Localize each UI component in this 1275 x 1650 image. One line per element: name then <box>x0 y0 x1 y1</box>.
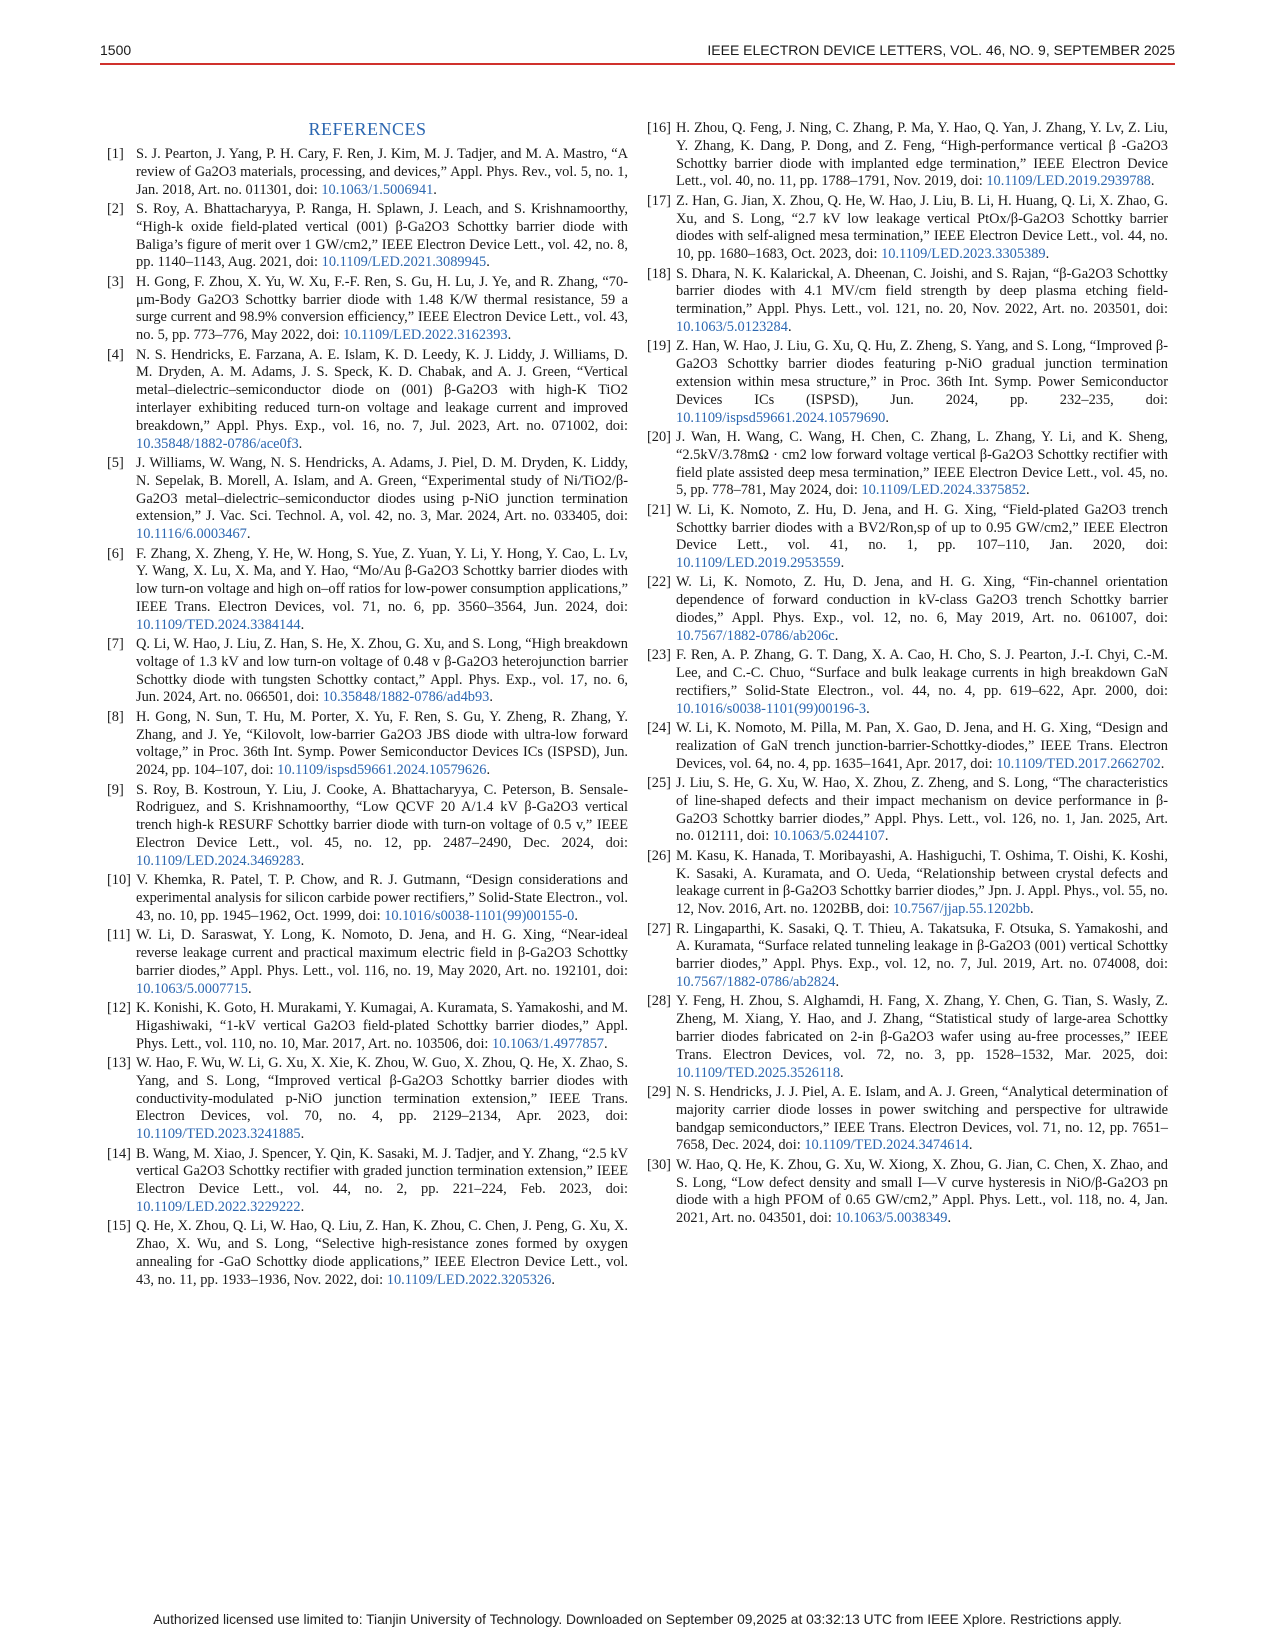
reference-item <box>107 455 628 544</box>
reference-item <box>647 647 1168 718</box>
reference-tail: . <box>947 1210 952 1227</box>
reference-item <box>647 1157 1168 1228</box>
doi-link[interactable]: 10.1109/LED.2023.3305389 <box>881 246 1046 263</box>
reference-tail: . <box>300 1126 305 1143</box>
reference-item <box>107 1146 628 1217</box>
reference-tail: . <box>486 762 491 779</box>
reference-number: [19] <box>647 338 671 355</box>
reference-item <box>107 201 628 272</box>
reference-text: B. Wang, M. Xiao, J. Spencer, Y. Qin, K. Sasaki, M. J. Tadjer, and Y. Zhang, “2.5 kV vertical Ga2O3 Schottky rectifier with graded junction termination extension,” IEEE Electron Device Lett., vol. 44, no. 2, pp. 221–224, Feb. 2023, doi: <box>136 1145 628 1198</box>
reference-number: [26] <box>647 847 671 864</box>
reference-item <box>107 546 628 635</box>
reference-number: [25] <box>647 775 671 792</box>
reference-tail: . <box>486 254 490 271</box>
reference-text: R. Lingaparthi, K. Sasaki, Q. T. Thieu, A. Takatsuka, F. Otsuka, S. Yamakoshi, and A. Kuramata, “Surface related tunneling leakage in β-Ga2O3 (001) vertical Schottky barrier diodes,” Appl. Phys. Exp., vol. 12, no. 7, Jul. 2019, Art. no. 074008, doi: <box>676 920 1168 973</box>
reference-text: K. Konishi, K. Goto, H. Murakami, Y. Kumagai, A. Kuramata, S. Yamakoshi, and M. Higashiwaki, “1-kV vertical Ga2O3 field-plated Schottky barrier diodes,” Appl. Phys. Lett., vol. 110, no. 10, Mar. 2017, Art. no. 103506, doi: <box>136 999 628 1052</box>
reference-tail: . <box>300 852 305 869</box>
reference-text: W. Li, K. Nomoto, M. Pilla, M. Pan, X. Gao, D. Jena, and H. G. Xing, “Design and realization of GaN trench junction-barrier-Schottky-diodes,” IEEE Trans. Electron Devices, vol. 64, no. 4, pp. 1635–1641, Apr. 2017, doi: <box>676 720 1168 772</box>
reference-item <box>647 720 1168 773</box>
reference-tail: . <box>300 1198 305 1215</box>
reference-number: [9] <box>107 781 124 798</box>
reference-text: Q. He, X. Zhou, Q. Li, W. Hao, Q. Liu, Z. Han, K. Zhou, C. Chen, J. Peng, G. Xu, X. Zhao, X. Wu, and S. Long, “Selective high-resistance zones formed by oxygen annealing for -GaO Schottky diode applications,” IEEE Electron Device Lett., vol. 43, no. 11, pp. 1933–1936, Nov. 2022, doi: <box>136 1218 628 1288</box>
reference-number: [4] <box>107 346 124 363</box>
doi-link[interactable]: 10.1116/6.0003467 <box>136 526 247 543</box>
doi-link[interactable]: 10.35848/1882-0786/ad4b93 <box>322 689 490 706</box>
reference-tail: . <box>298 435 303 452</box>
reference-item <box>107 709 628 780</box>
reference-tail: . <box>433 181 437 198</box>
page-header <box>100 38 1175 64</box>
reference-item <box>107 636 628 707</box>
reference-tail: . <box>968 1137 973 1154</box>
reference-text: W. Li, K. Nomoto, Z. Hu, D. Jena, and H. G. Xing, “Field-plated Ga2O3 trench Schottky barrier diodes with a BV2/Ron,sp of up to 0.95 GW/cm2,” IEEE Electron Device Lett., vol. 41, no. 1, pp. 107–110, Jan. 2020, doi: <box>676 501 1168 554</box>
reference-text: H. Gong, N. Sun, T. Hu, M. Porter, X. Yu, F. Ren, S. Gu, Y. Zheng, R. Zhang, Y. Zhang, and J. Ye, “Kilovolt, low-barrier Ga2O3 JBS diode with ultra-low forward voltage,” in Proc. 36th Int. Symp. Power Semiconductor Devices ICs (ISPSD), Jun. 2024, pp. 104–107, doi: <box>136 708 628 779</box>
doi-link[interactable]: 10.1109/TED.2023.3241885 <box>136 1126 301 1143</box>
doi-link[interactable]: 10.1109/ispsd59661.2024.10579626 <box>277 762 487 779</box>
reference-tail: . <box>1045 246 1050 263</box>
reference-tail: . <box>840 1064 844 1081</box>
reference-item <box>647 266 1168 337</box>
reference-text: S. Roy, B. Kostroun, Y. Liu, J. Cooke, A. Bhattacharyya, C. Peterson, B. Sensale-Rodriguez, and S. Krishnamoorthy, “Low QCVF 20 A/1.4 kV β-Ga2O3 vertical trench high-k RESURF Schottky barrier diode with turn-on voltage of 0.5 v,” IEEE Electron Device Lett., vol. 45, no. 12, pp. 2487–2490, Dec. 2024, doi: <box>136 781 628 852</box>
doi-link[interactable]: 10.1109/TED.2017.2662702 <box>996 755 1161 772</box>
reference-item <box>647 993 1168 1082</box>
reference-item <box>107 347 628 454</box>
reference-text: S. Dhara, N. K. Kalarickal, A. Dheenan, C. Joishi, and S. Rajan, “β-Ga2O3 Schottky barrier diodes with 4.1 MV/cm field strength by deep plasma etching field-termination,” Appl. Phys. Lett., vol. 121, no. 20, Nov. 2022, Art. no. 203501, doi: <box>676 265 1168 318</box>
reference-number: [27] <box>647 920 671 937</box>
reference-text: J. Wan, H. Wang, C. Wang, H. Chen, C. Zhang, L. Zhang, Y. Li, and K. Sheng, “2.5kV/3.78mΩ · cm2 low forward voltage vertical β-Ga2O3 Schottky rectifier with field plate assisted deep mesa termination,” IEEE Electron Device Lett., vol. 45, no. 5, pp. 778–781, May 2024, doi: <box>676 428 1168 499</box>
reference-item <box>107 1055 628 1144</box>
reference-item <box>107 1218 628 1289</box>
doi-link[interactable]: 10.7567/1882-0786/ab206c <box>676 627 835 644</box>
doi-link[interactable]: 10.1109/TED.2024.3474614 <box>804 1137 969 1154</box>
reference-number: [6] <box>107 545 124 562</box>
reference-number: [28] <box>647 993 671 1010</box>
doi-link[interactable]: 10.1109/ispsd59661.2024.10579690 <box>676 409 886 426</box>
doi-link[interactable]: 10.1063/5.0244107 <box>772 828 885 845</box>
reference-tail: . <box>507 327 512 344</box>
reference-item <box>107 146 628 199</box>
doi-link[interactable]: 10.1063/5.0038349 <box>835 1210 948 1227</box>
reference-number: [5] <box>107 454 124 471</box>
reference-number: [15] <box>107 1218 131 1235</box>
reference-number: [29] <box>647 1083 671 1100</box>
doi-link[interactable]: 10.1109/TED.2024.3384144 <box>136 616 301 633</box>
reference-tail: . <box>866 700 870 717</box>
license-footer: Authorized licensed use limited to: Tianjin University of Technology. Downloaded on September 09,2025 at 03:32:13 UTC from IEEE Xplore. Restrictions apply. <box>153 1612 1122 1627</box>
reference-tail: . <box>787 318 792 335</box>
doi-link[interactable]: 10.1109/LED.2024.3469283 <box>136 852 301 869</box>
reference-text: J. Williams, W. Wang, N. S. Hendricks, A. Adams, J. Piel, D. M. Dryden, K. Liddy, N. Sepelak, B. Morell, A. Islam, and A. Green, “Experimental study of Ni/TiO2/β-Ga2O3 metal–dielectric–semiconductor diodes using p-NiO junction termination extension,” J. Vac. Sci. Technol. A, vol. 42, no. 3, Mar. 2024, Art. no. 033405, doi: <box>136 454 628 525</box>
reference-text: M. Kasu, K. Hanada, T. Moribayashi, A. Hashiguchi, T. Oshima, T. Oishi, K. Koshi, K. Sasaki, A. Kuramata, and O. Ueda, “Relationship between crystal defects and leakage current in β-Ga2O3 Schottky barrier diodes,” Jpn. J. Appl. Phys., vol. 55, no. 12, Nov. 2016, Art. no. 1202BB, doi: <box>676 847 1168 918</box>
reference-tail: . <box>1150 173 1155 190</box>
reference-list-left <box>107 146 628 1290</box>
reference-tail: . <box>835 973 840 990</box>
reference-text: Z. Han, W. Hao, J. Liu, G. Xu, Q. Hu, Z. Zheng, S. Yang, and S. Long, “Improved β-Ga2O3 Schottky barrier diodes featuring p-NiO gradual junction termination extension within mesa structure,” in Proc. 36th Int. Symp. Power Semiconductor Devices ICs (ISPSD), Jun. 2024, pp. 232–235, doi: <box>676 338 1168 408</box>
reference-item <box>647 921 1168 992</box>
reference-tail: . <box>489 689 493 706</box>
reference-tail: . <box>247 980 252 997</box>
reference-text: N. S. Hendricks, E. Farzana, A. E. Islam, K. D. Leedy, K. J. Liddy, J. Williams, D. M. Dryden, A. M. Adams, J. S. Speck, K. D. Chabak, and A. J. Green, “Vertical metal–dielectric–semiconductor diode on (001) β-Ga2O3 with high-K TiO2 interlayer exhibiting reduced turn-on voltage and leakage current and improved breakdown,” Appl. Phys. Exp., vol. 16, no. 7, Jul. 2023, Art. no. 071002, doi: <box>136 346 628 434</box>
doi-link[interactable]: 10.35848/1882-0786/ace0f3 <box>136 435 299 452</box>
reference-number: [23] <box>647 647 671 664</box>
reference-text: H. Zhou, Q. Feng, J. Ning, C. Zhang, P. Ma, Y. Hao, Q. Yan, J. Zhang, Y. Lv, Z. Liu, Y. Zhang, K. Dang, P. Dong, and Z. Feng, “High-performance vertical β -Ga2O3 Schottky barrier diode with implanted edge termination,” IEEE Electron Device Lett., vol. 40, no. 11, pp. 1788–1791, Nov. 2019, doi: <box>676 120 1168 190</box>
reference-text: F. Ren, A. P. Zhang, G. T. Dang, X. A. Cao, H. Cho, S. J. Pearton, J.-I. Chyi, C.-M. Lee, and C.-C. Chuo, “Surface and bulk leakage currents in high breakdown GaN rectifiers,” Solid-State Electron., vol. 44, no. 4, pp. 619–622, Apr. 2000, doi: <box>676 647 1168 699</box>
header-rule <box>100 63 1175 65</box>
doi-link[interactable]: 10.1109/LED.2021.3089945 <box>321 254 487 271</box>
reference-number: [20] <box>647 428 671 445</box>
reference-number: [1] <box>107 146 124 162</box>
reference-tail: . <box>551 1271 555 1288</box>
reference-number: [3] <box>107 273 124 290</box>
reference-number: [11] <box>107 927 131 944</box>
doi-link[interactable]: 10.1109/LED.2022.3205326 <box>386 1271 552 1288</box>
reference-text: N. S. Hendricks, J. J. Piel, A. E. Islam, and A. J. Green, “Analytical determination of majority carrier diode losses in power switching and perspective for ultrawide bandgap semiconductors,” IEEE Trans. Electron Devices, vol. 71, no. 12, pp. 7651–7658, Dec. 2024, doi: <box>676 1083 1168 1154</box>
references-right-column <box>647 120 1168 1230</box>
reference-tail: . <box>834 627 839 644</box>
reference-text: Y. Feng, H. Zhou, S. Alghamdi, H. Fang, X. Zhang, Y. Chen, G. Tian, S. Wasly, Z. Zheng, M. Xiang, Y. Hao, and J. Zhang, “Statistical study of large-area Schottky barrier diodes fabricated on 2-in β-Ga2O3 wafer using au-free processes,” IEEE Trans. Electron Devices, vol. 72, no. 3, pp. 1528–1532, Mar. 2025, doi: <box>676 993 1168 1063</box>
reference-text: W. Li, K. Nomoto, Z. Hu, D. Jena, and H. G. Xing, “Fin-channel orientation dependence of forward conduction in kV-class Ga2O3 trench Schottky barrier diodes,” Appl. Phys. Exp., vol. 12, no. 6, May 2019, Art. no. 061007, doi: <box>676 574 1168 627</box>
reference-text: Z. Han, G. Jian, X. Zhou, Q. He, W. Hao, J. Liu, B. Li, H. Huang, Q. Li, X. Zhao, G. Xu, and S. Long, “2.7 kV low leakage vertical PtOx/β-Ga2O3 Schottky barrier diodes with self-aligned mesa termination,” IEEE Electron Device Lett., vol. 44, no. 10, pp. 1680–1683, Oct. 2023, doi: <box>676 192 1168 263</box>
reference-number: [21] <box>647 501 671 518</box>
reference-item <box>647 775 1168 846</box>
doi-link[interactable]: 10.7567/jjap.55.1202bb <box>892 901 1031 918</box>
reference-item <box>647 120 1168 191</box>
doi-link[interactable]: 10.1063/5.0007715 <box>136 980 248 997</box>
reference-text: W. Li, D. Saraswat, Y. Long, K. Nomoto, D. Jena, and H. G. Xing, “Near-ideal reverse leakage current and practical maximum electric field in β-Ga2O3 Schottky barrier diodes,” Appl. Phys. Lett., vol. 116, no. 19, May 2020, Art. no. 192101, doi: <box>136 927 628 979</box>
doi-link[interactable]: 10.1016/s0038-1101(99)00155-0 <box>384 907 575 924</box>
reference-item <box>107 927 628 998</box>
reference-number: [8] <box>107 708 124 725</box>
reference-number: [13] <box>107 1054 131 1071</box>
doi-link[interactable]: 10.1109/LED.2019.2953559 <box>676 555 841 572</box>
reference-tail: . <box>246 526 251 543</box>
reference-number: [22] <box>647 574 671 591</box>
doi-link[interactable]: 10.1063/1.5006941 <box>321 181 434 198</box>
reference-tail: . <box>1160 755 1165 772</box>
reference-tail: . <box>300 616 305 633</box>
reference-tail: . <box>603 1035 608 1052</box>
reference-list-right <box>647 120 1168 1228</box>
reference-number: [10] <box>107 872 131 889</box>
reference-tail: . <box>1030 901 1034 918</box>
doi-link[interactable]: 10.1063/1.4977857 <box>492 1035 604 1052</box>
reference-tail: . <box>574 907 578 924</box>
reference-text: F. Zhang, X. Zheng, Y. He, W. Hong, S. Yue, Z. Yuan, Y. Li, Y. Hong, Y. Cao, L. Lv, Y. Wang, X. Lu, X. Ma, and Y. Hao, “Mo/Au β-Ga2O3 Schottky barrier diodes with low turn-on voltage and high on–off ratios for low-power consumption applications,” IEEE Trans. Electron Devices, vol. 71, no. 6, pp. 3560–3564, Jun. 2024, doi: <box>136 545 628 615</box>
reference-item <box>647 429 1168 500</box>
reference-number: [30] <box>647 1156 671 1173</box>
reference-text: S. Roy, A. Bhattacharyya, P. Ranga, H. Splawn, J. Leach, and S. Krishnamoorthy, “High-k oxide field-plated vertical (001) β-Ga2O3 Schottky barrier diode with Baliga’s figure of merit over 1 GW/cm2,” IEEE Electron Device Lett., vol. 42, no. 8, pp. 1140–1143, Aug. 2021, doi: <box>136 200 628 271</box>
reference-text: S. J. Pearton, J. Yang, P. H. Cary, F. Ren, J. Kim, M. J. Tadjer, and M. A. Mastro, “A review of Ga2O3 materials, processing, and devices,” Appl. Phys. Rev., vol. 5, no. 1, Jan. 2018, Art. no. 011301, doi: <box>136 146 628 198</box>
reference-item <box>647 338 1168 427</box>
reference-number: [2] <box>107 200 124 217</box>
reference-number: [14] <box>107 1145 131 1162</box>
reference-item <box>647 848 1168 919</box>
reference-item <box>647 502 1168 573</box>
reference-number: [12] <box>107 999 131 1016</box>
reference-tail: . <box>1026 482 1030 499</box>
reference-item <box>107 872 628 925</box>
reference-text: Q. Li, W. Hao, J. Liu, Z. Han, S. He, X. Zhou, G. Xu, and S. Long, “High breakdown voltage of 1.3 kV and low turn-on voltage of 0.48 v β-Ga2O3 heterojunction barrier Schottky diode with tungsten Schottky contact,” Appl. Phys. Exp., vol. 17, no. 6, Jun. 2024, Art. no. 066501, doi: <box>136 636 628 706</box>
reference-number: [24] <box>647 720 671 737</box>
doi-link[interactable]: 10.1109/LED.2022.3229222 <box>136 1198 301 1215</box>
reference-tail: . <box>884 828 889 845</box>
references-left-column <box>107 118 628 1291</box>
reference-item <box>107 782 628 871</box>
doi-link[interactable]: 10.1109/LED.2019.2939788 <box>986 173 1151 190</box>
reference-item <box>647 1084 1168 1155</box>
reference-tail: . <box>840 555 845 572</box>
reference-number: [18] <box>647 265 671 282</box>
reference-item <box>647 193 1168 264</box>
reference-tail: . <box>885 409 889 426</box>
journal-title: IEEE ELECTRON DEVICE LETTERS, VOL. 46, NO. 9, SEPTEMBER 2025 <box>707 42 1175 58</box>
doi-link[interactable]: 10.1109/LED.2024.3375852 <box>861 482 1027 499</box>
reference-number: [16] <box>647 120 671 136</box>
section-title: REFERENCES <box>308 119 427 139</box>
reference-item <box>107 1000 628 1053</box>
page-number: 1500 <box>100 42 132 58</box>
doi-link[interactable]: 10.7567/1882-0786/ab2824 <box>676 973 836 990</box>
doi-link[interactable]: 10.1016/s0038-1101(99)00196-3 <box>676 700 867 717</box>
reference-number: [7] <box>107 636 124 653</box>
reference-item <box>647 574 1168 645</box>
reference-text: H. Gong, F. Zhou, X. Yu, W. Xu, F.-F. Ren, S. Gu, H. Lu, J. Ye, and R. Zhang, “70-μm-Body Ga2O3 Schottky barrier diode with 1.48 K/W thermal resistance, 59 a surge current and 98.9% conversion efficiency,” IEEE Electron Device Lett., vol. 43, no. 5, pp. 773–776, May 2022, doi: <box>136 273 628 344</box>
reference-item <box>107 274 628 345</box>
reference-text: V. Khemka, R. Patel, T. P. Chow, and R. J. Gutmann, “Design considerations and experimental analysis for silicon carbide power rectifiers,” Solid-State Electron., vol. 43, no. 10, pp. 1945–1962, Oct. 1999, doi: <box>136 872 628 924</box>
reference-text: W. Hao, Q. He, K. Zhou, G. Xu, W. Xiong, X. Zhou, G. Jian, C. Chen, X. Zhao, and S. Long, “Low defect density and small I—V curve hysteresis in NiO/β-Ga2O3 pn diode with a high PFOM of 0.65 GW/cm2,” Appl. Phys. Lett., vol. 118, no. 4, Jan. 2021, Art. no. 043501, doi: <box>676 1156 1168 1227</box>
reference-number: [17] <box>647 192 671 209</box>
doi-link[interactable]: 10.1063/5.0123284 <box>676 318 788 335</box>
doi-link[interactable]: 10.1109/LED.2022.3162393 <box>343 327 508 344</box>
doi-link[interactable]: 10.1109/TED.2025.3526118 <box>676 1064 841 1081</box>
reference-text: W. Hao, F. Wu, W. Li, G. Xu, X. Xie, K. Zhou, W. Guo, X. Zhou, Q. He, X. Zhao, S. Yang, and S. Long, “Improved vertical β-Ga2O3 Schottky barrier diodes with conductivity-modulated p-NiO junction termination extension,” IEEE Trans. Electron Devices, vol. 70, no. 4, pp. 2129–2134, Apr. 2023, doi: <box>136 1054 628 1125</box>
reference-text: J. Liu, S. He, G. Xu, W. Hao, X. Zhou, Z. Zheng, and S. Long, “The characteristics of line-shaped defects and their impact mechanism on device performance in β-Ga2O3 Schottky barrier diodes,” Appl. Phys. Lett., vol. 126, no. 1, Jan. 2025, Art. no. 012111, doi: <box>676 775 1168 845</box>
